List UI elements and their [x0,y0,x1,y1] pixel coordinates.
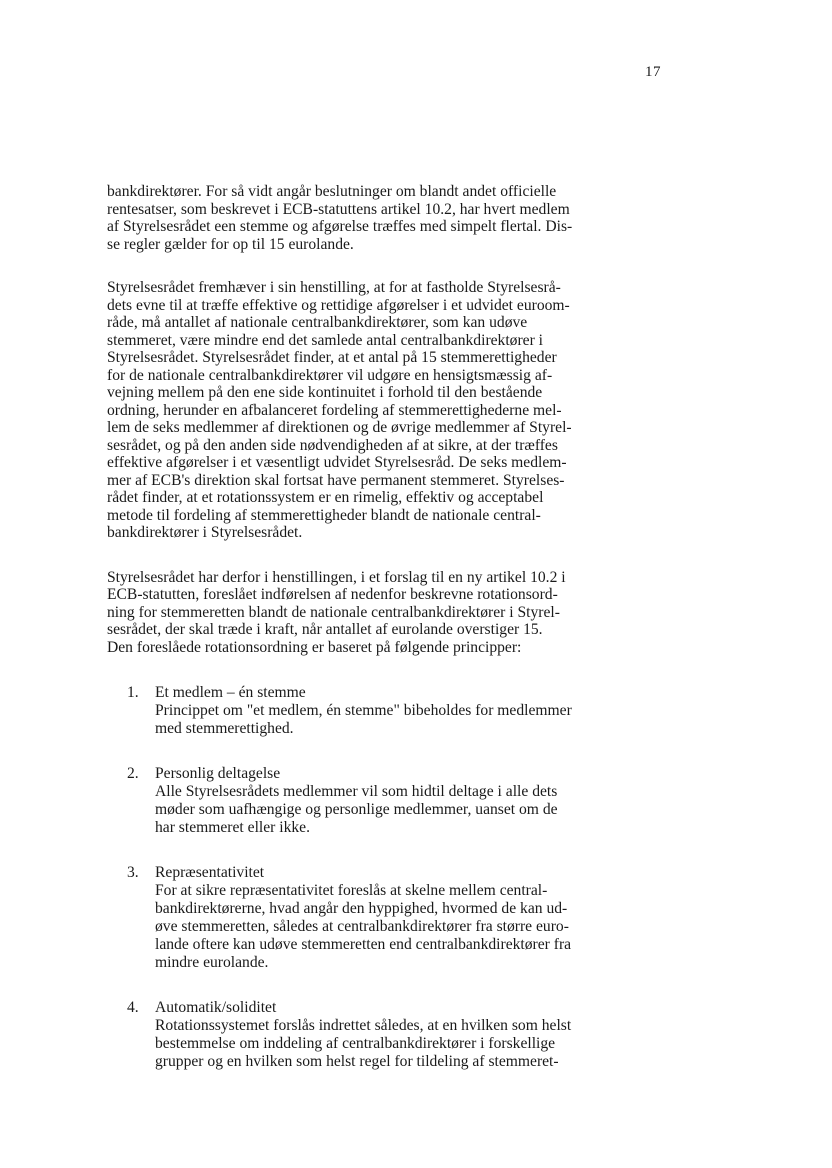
text-line: bankdirektører i Styrelsesrådet. [107,524,303,541]
text-line: Styrelsesrådet fremhæver i sin henstilling, at for at fastholde Styrelsesrå- [107,279,561,296]
list-item [107,999,629,1071]
list-item-heading: Repræsentativitet [155,864,265,881]
text-line: øve stemmeretten, således at centralbankdirektører fra større euro- [155,918,569,935]
text-line: Rotationssystemet forslås indrettet således, at en hvilken som helst [155,1017,572,1034]
text-line: bestemmelse om inddeling af centralbankdirektører i forskellige [155,1035,556,1052]
text-line: effektive afgørelser i et væsentligt udvidet Styrelsesråd. De seks medlem- [107,454,567,471]
text-line: se regler gælder for op til 15 eurolande. [107,235,354,253]
text-line: sesrådet, og på den anden side nødvendigheden af at sikre, at der træffes [107,436,558,454]
text-line: vejning mellem på den ene side kontinuitet i forhold til den bestående [107,384,543,401]
text-line: mer af ECB's direktion skal fortsat have permanent stemmeret. Styrelses- [107,471,565,489]
text-line: møder som uafhængige og personlige medlemmer, uanset om de [155,801,558,818]
text-line: ordning, herunder en afbalanceret fordeling af stemmerettighederne mel- [107,401,562,419]
text-line: bankdirektører. For så vidt angår beslutninger om blandt andet officielle [107,183,557,200]
text-line: råde, må antallet af nationale centralbankdirektører, som kan udøve [107,314,528,331]
text-line: ning for stemmeretten blandt de nationale centralbankdirektører i Styrel- [107,603,560,621]
list-item [107,684,629,738]
text-line: For at sikre repræsentativitet foreslås at skelne mellem central- [155,882,548,899]
text-line: har stemmeret eller ikke. [155,819,311,836]
text-line: Princippet om "et medlem, én stemme" bibeholdes for medlemmer [155,702,572,719]
text-line: rentesatser, som beskrevet i ECB-statuttens artikel 10.2, har hvert medlem [107,200,570,218]
page-number: 17 [645,64,661,80]
text-line: Alle Styrelsesrådets medlemmer vil som hidtil deltage i alle dets [155,783,558,800]
list-item-heading: Automatik/soliditet [155,999,277,1016]
text-line: stemmeret, være mindre end det samlede antal centralbankdirektører i [107,331,544,349]
text-line: lem de seks medlemmer af direktionen og de øvrige medlemmer af Styrel- [107,419,572,436]
principles-list [107,684,629,1071]
list-item-number: 1. [127,684,139,701]
text-line: metode til fordeling af stemmerettigheder blandt de nationale central- [107,506,541,524]
paragraph [107,183,629,253]
document-body [107,183,629,1071]
paragraph [107,569,629,657]
text-line: for de nationale centralbankdirektører vil udgøre en hensigtsmæssig af- [107,366,553,384]
text-line: af Styrelsesrådet een stemme og afgørelse træffes med simpelt flertal. Dis- [107,218,573,235]
text-line: rådet finder, at et rotationssystem er en rimelig, effektiv og acceptabel [107,489,544,506]
text-line: Den foreslåede rotationsordning er baseret på følgende principper: [107,638,522,656]
list-item-number: 2. [127,765,139,782]
text-line: grupper og en hvilken som helst regel for tildeling af stemmeret- [155,1053,559,1070]
list-item-number: 3. [127,864,139,881]
paragraph [107,279,629,542]
text-line: med stemmerettighed. [155,720,294,737]
text-line: bankdirektørerne, hvad angår den hyppighed, hvormed de kan ud- [155,900,568,917]
list-item-number: 4. [127,999,139,1016]
text-line: mindre eurolande. [155,954,269,971]
text-line: Styrelsesrådet har derfor i henstillingen, i et forslag til en ny artikel 10.2 i [107,568,566,586]
list-item [107,864,629,972]
list-item [107,765,629,837]
text-line: ECB-statutten, foreslået indførelsen af nedenfor beskrevne rotationsord- [107,586,558,603]
text-line: sesrådet, der skal træde i kraft, når antallet af eurolande overstiger 15. [107,621,543,638]
text-line: lande oftere kan udøve stemmeretten end centralbankdirektører fra [155,936,572,953]
text-line: Styrelsesrådet. Styrelsesrådet finder, at et antal på 15 stemmerettigheder [107,349,557,366]
list-item-heading: Personlig deltagelse [155,765,281,782]
list-item-heading: Et medlem – én stemme [155,684,306,701]
text-line: dets evne til at træffe effektive og rettidige afgørelser i et udvidet euroom- [107,296,570,314]
